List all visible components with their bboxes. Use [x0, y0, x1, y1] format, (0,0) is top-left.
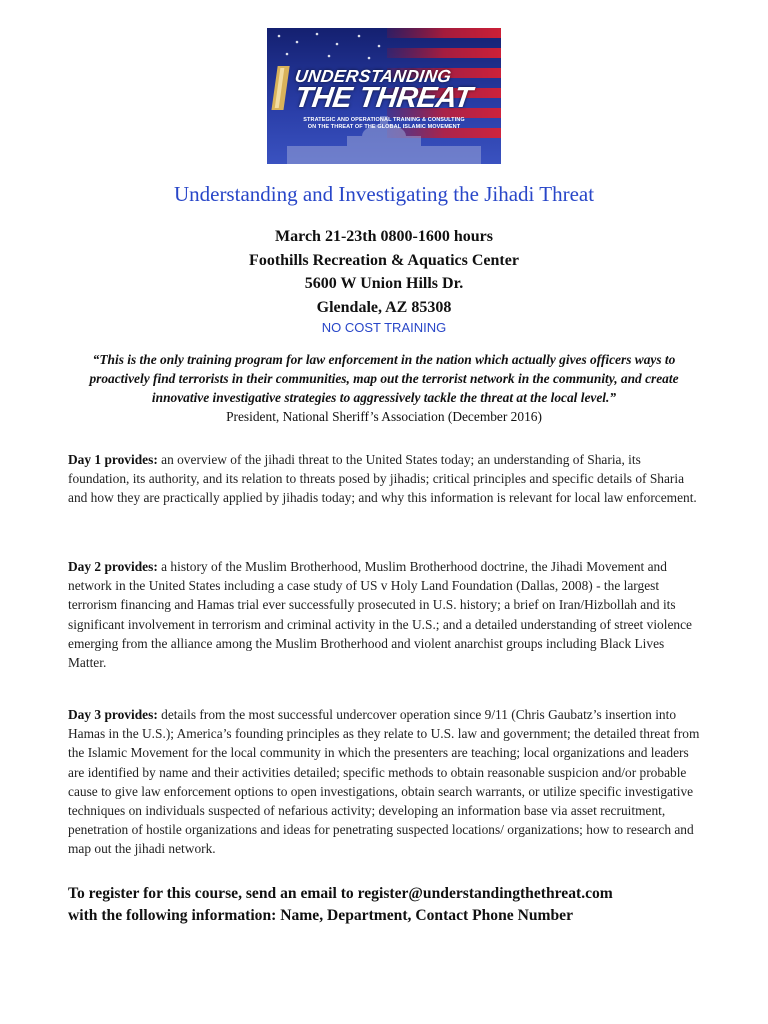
testimonial-quote: [62, 350, 706, 426]
quote-attribution: President, National Sheriff’s Association (December 2016): [226, 409, 542, 424]
day-1-section: [68, 450, 704, 508]
day-2-section: [68, 557, 704, 672]
day-1-text: an overview of the jihadi threat to the United States today; an understanding of Sharia, its foundation, its authority, and its relation to threats posed by jihadis; critical principles and specific details of Sharia and how they are practically applied by jihadis today; and why this information is relevant for local law enforcement.: [68, 452, 697, 506]
understanding-the-threat-logo: [267, 28, 501, 164]
event-info: [0, 225, 768, 319]
day-2-text: a history of the Muslim Brotherhood, Muslim Brotherhood doctrine, the Jihadi Movement and network in the United States including a case study of US v Holy Land Foundation (Dallas, 2008) - the largest terrorism financing and Hamas trial ever successfully prosecuted in U.S. history; a brief on Iran/Hizbollah and its significant involvement in terrorism and criminal activity in the U.S.; and a detailed understanding of street violence emerging from the alliance among the Muslim Brotherhood and violent anarchist groups including Black Lives Matter.: [68, 559, 692, 671]
day-2-label: Day 2 provides:: [68, 559, 158, 574]
day-3-label: Day 3 provides:: [68, 707, 158, 722]
logo-line-the-threat: THE THREAT: [292, 82, 474, 114]
registration-instructions: [68, 883, 728, 927]
event-street: 5600 W Union Hills Dr.: [304, 275, 464, 292]
register-line-2: with the following information: Name, Department, Contact Phone Number: [68, 907, 574, 924]
no-cost-notice: NO COST TRAINING: [321, 320, 447, 335]
logo-tagline-2: ON THE THREAT OF THE GLOBAL ISLAMIC MOVEMENT: [307, 124, 461, 130]
day-1-label: Day 1 provides:: [68, 452, 158, 467]
logo-tagline-1: STRATEGIC AND OPERATIONAL TRAINING & CONSULTING: [303, 117, 465, 123]
logo-line-understanding: UNDERSTANDING: [293, 66, 453, 86]
event-venue: Foothills Recreation & Aquatics Center: [249, 251, 519, 269]
quote-text: “This is the only training program for law enforcement in the nation which actually gives officers ways to proactively find terrorists in their communities, map out the terrorist network in the community, and create innovative investigative strategies to aggressively tackle the threat at the local level.”: [89, 352, 679, 405]
event-dates: March 21-23th 0800-1600 hours: [275, 228, 493, 245]
register-line-1: To register for this course, send an email to register@understandingthethreat.com: [68, 885, 613, 902]
event-city: Glendale, AZ 85308: [316, 298, 452, 316]
document-title: Understanding and Investigating the Jihadi Threat: [173, 182, 595, 206]
day-3-section: [68, 705, 704, 859]
day-3-text: details from the most successful undercover operation since 9/11 (Chris Gaubatz’s insertion into Hamas in the U.S.); America’s founding principles as they relate to U.S. law and government; the detailed threat from the Islamic Movement for the local community in which the presenters are teaching; local organizations and leaders are identified by name and their activities detailed; specific methods to obtain reasonable suspicion and/or probable cause to give law enforcement options to open investigations, obtain search warrants, or utilize specific investigative techniques on individuals suspected of nefarious activity; developing an information base via asset recruitment, penetration of hostile organizations and ideas for penetrating suspected locations/ organizations; how to research and map out the jihadi network.: [68, 707, 700, 857]
